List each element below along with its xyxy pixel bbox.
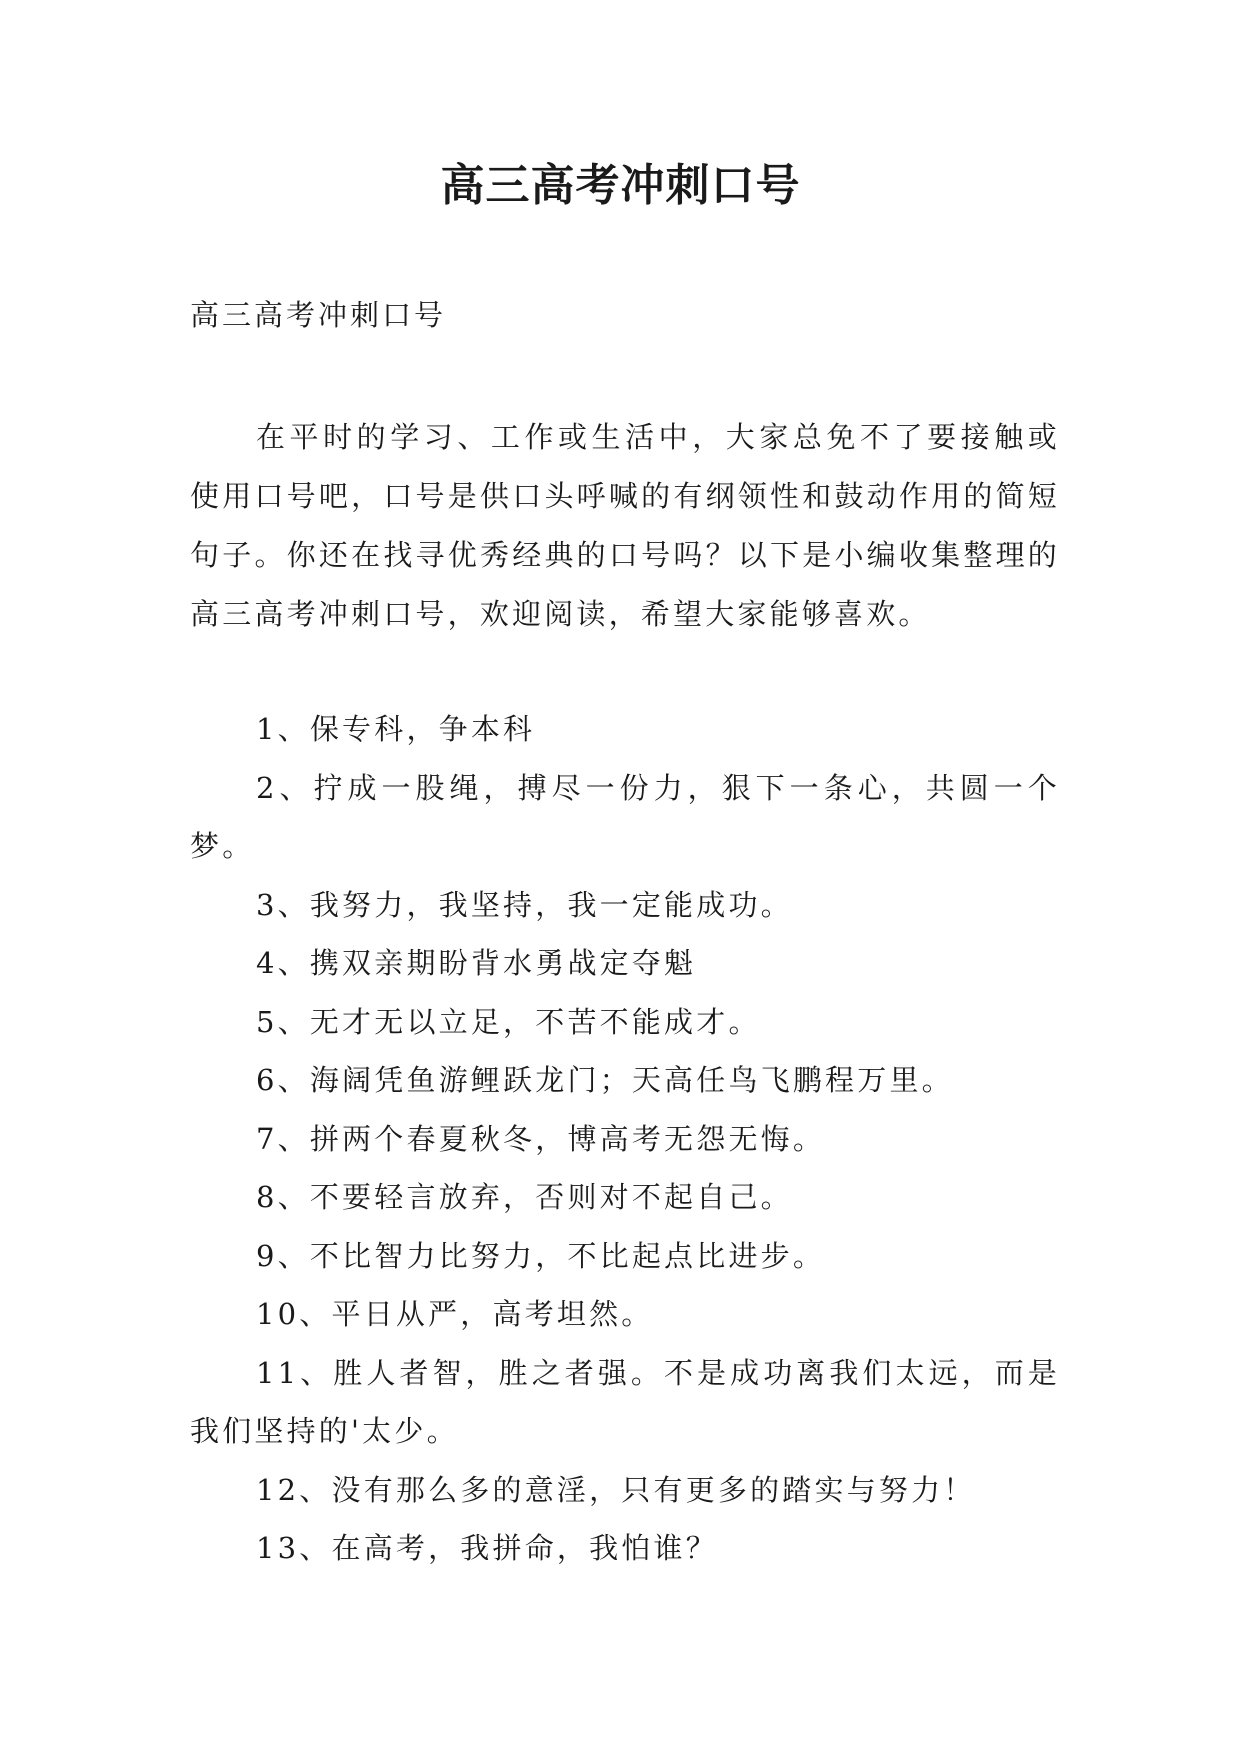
- document-title: 高三高考冲刺口号: [440, 160, 801, 211]
- slogan-item: 7、拼两个春夏秋冬，博高考无怨无悔。: [256, 1121, 826, 1156]
- slogan-item: 8、不要轻言放弃，否则对不起自己。: [256, 1180, 793, 1214]
- slogan-item: 12、没有那么多的意淫，只有更多的踏实与努力！: [256, 1472, 976, 1507]
- slogan-item: 13、在高考，我拼命，我怕谁？: [256, 1531, 718, 1565]
- slogan-item: 1、保专科，争本科: [256, 712, 536, 746]
- slogan-item: 11、胜人者智，胜之者强。不是成功离我们太远，而是我们坚持的'太少。: [190, 1355, 1060, 1448]
- slogan-item: 5、无才无以立足，不苦不能成才。: [256, 1004, 761, 1039]
- slogan-item: 9、不比智力比努力，不比起点比进步。: [256, 1238, 826, 1273]
- slogan-item: 3、我努力，我坚持，我一定能成功。: [256, 887, 793, 922]
- intro-paragraph: 在平时的学习、工作或生活中，大家总免不了要接触或使用口号吧，口号是供口头呼喊的有纲领性和鼓动作用的简短句子。你还在找寻优秀经典的口号吗？以下是小编收集整理的高三高考冲刺口号，欢迎阅读，希望大家能够喜欢。: [190, 420, 1060, 631]
- slogan-item: 10、平日从严，高考坦然。: [256, 1297, 654, 1331]
- slogan-item: 6、海阔凭鱼游鲤跃龙门；天高任鸟飞鹏程万里。: [256, 1063, 954, 1097]
- document-subtitle: 高三高考冲刺口号: [190, 298, 447, 332]
- slogan-item: 2、拧成一股绳，搏尽一份力，狠下一条心，共圆一个梦。: [190, 770, 1060, 863]
- slogan-item: 4、携双亲期盼背水勇战定夺魁: [256, 946, 697, 980]
- slogan-list: [190, 700, 1060, 1578]
